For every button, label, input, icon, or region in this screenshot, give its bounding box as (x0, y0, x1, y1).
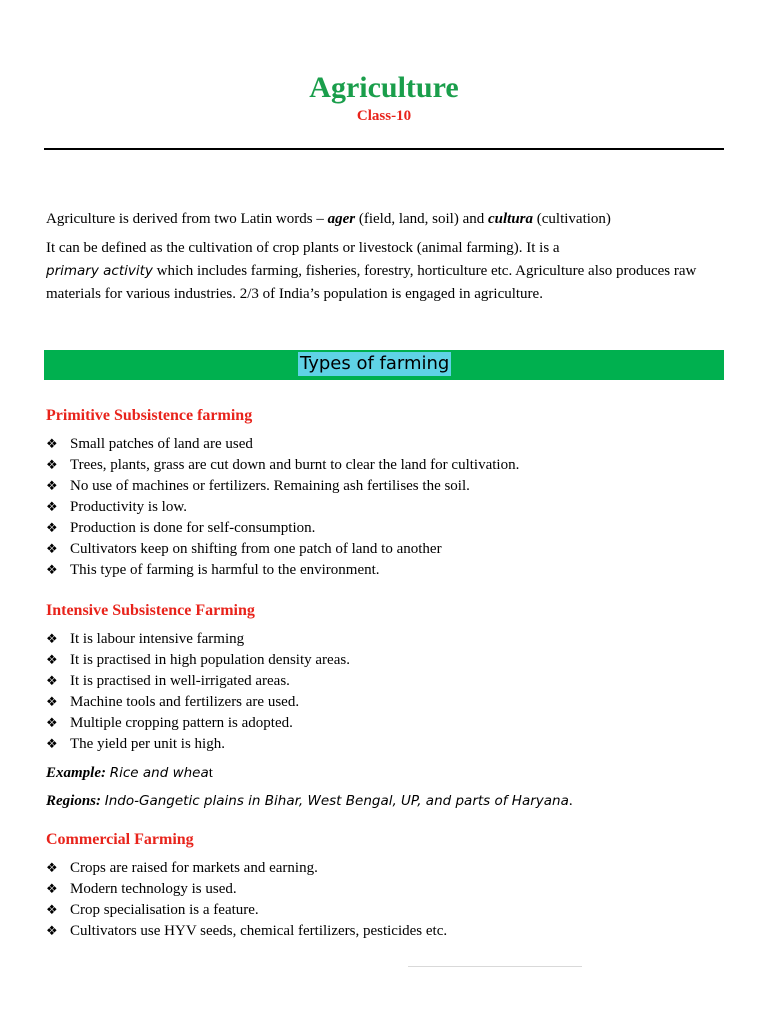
diamond-bullet-icon: ❖ (46, 924, 58, 939)
diamond-bullet-icon: ❖ (46, 674, 58, 689)
page-subtitle: Class-10 (356, 108, 412, 124)
example-value: Rice and whea (109, 765, 209, 781)
diamond-bullet-icon: ❖ (46, 521, 58, 536)
list-item: ❖ Production is done for self-consumption. (46, 518, 736, 539)
example-line (46, 763, 213, 783)
diamond-bullet-icon: ❖ (46, 632, 58, 647)
diamond-bullet-icon: ❖ (46, 903, 58, 918)
diamond-bullet-icon: ❖ (46, 861, 58, 876)
intensive-farming-heading: Intensive Subsistence Farming (46, 602, 255, 619)
intro-p1-term-ager: ager (327, 211, 356, 227)
intro-p1-prefix: Agriculture is derived from two Latin words – (46, 211, 328, 227)
regions-label: Regions: (46, 793, 102, 809)
diamond-bullet-icon: ❖ (46, 653, 58, 668)
list-item: ❖ Cultivators keep on shifting from one patch of land to another (46, 539, 736, 560)
diamond-bullet-icon: ❖ (46, 882, 58, 897)
intro-p2-emphasis: primary activity (46, 263, 153, 279)
intensive-farming-list (46, 629, 736, 755)
regions-value: Indo-Gangetic plains in Bihar, West Bengal, UP, and parts of Haryana (104, 793, 569, 809)
types-of-farming-label: Types of farming (300, 353, 450, 374)
intro-p1-mid: (field, land, soil) and (355, 211, 488, 227)
diamond-bullet-icon: ❖ (46, 542, 58, 557)
title-divider (44, 148, 724, 150)
list-item: ❖ Crops are raised for markets and earning. (46, 858, 736, 879)
list-item: ❖ Modern technology is used. (46, 879, 736, 900)
diamond-bullet-icon: ❖ (46, 737, 58, 752)
list-item: ❖ Multiple cropping pattern is adopted. (46, 713, 736, 734)
list-item: ❖ Trees, plants, grass are cut down and burnt to clear the land for cultivation. (46, 455, 736, 476)
list-item: ❖ Productivity is low. (46, 497, 736, 518)
diamond-bullet-icon: ❖ (46, 716, 58, 731)
commercial-farming-list (46, 858, 736, 942)
list-item: ❖ No use of machines or fertilizers. Remaining ash fertilises the soil. (46, 476, 736, 497)
intro-paragraph-1 (46, 208, 736, 231)
list-item: ❖ The yield per unit is high. (46, 734, 736, 755)
list-item: ❖ Small patches of land are used (46, 434, 736, 455)
diamond-bullet-icon: ❖ (46, 437, 58, 452)
diamond-bullet-icon: ❖ (46, 458, 58, 473)
regions-value-tail: . (568, 793, 573, 809)
primitive-farming-list (46, 434, 736, 581)
list-item: ❖ It is practised in well-irrigated areas. (46, 671, 736, 692)
diamond-bullet-icon: ❖ (46, 479, 58, 494)
primitive-farming-heading: Primitive Subsistence farming (46, 407, 253, 424)
intro-paragraph-2 (46, 237, 736, 306)
intro-p2-prefix: It can be defined as the cultivation of crop plants or livestock (animal farming). It is a (46, 240, 560, 256)
example-label: Example: (46, 765, 106, 781)
list-item: ❖ Machine tools and fertilizers are used. (46, 692, 736, 713)
page-title: Agriculture (309, 71, 459, 104)
diamond-bullet-icon: ❖ (46, 500, 58, 515)
diamond-bullet-icon: ❖ (46, 695, 58, 710)
commercial-farming-heading: Commercial Farming (46, 831, 194, 848)
footer-divider (408, 966, 582, 967)
regions-line (46, 791, 573, 811)
diamond-bullet-icon: ❖ (46, 563, 58, 578)
intro-p1-term-cultura: cultura (488, 211, 534, 227)
intro-p2-suffix: which includes farming, fisheries, forestry, horticulture etc. Agriculture also produces raw materials for various industries. 2/3 of India’s population is engaged in agriculture. (46, 263, 697, 302)
example-value-tail: t (208, 765, 213, 781)
list-item: ❖ It is labour intensive farming (46, 629, 736, 650)
list-item: ❖ This type of farming is harmful to the environment. (46, 560, 736, 581)
list-item: ❖ Cultivators use HYV seeds, chemical fertilizers, pesticides etc. (46, 921, 736, 942)
intro-p1-suffix: (cultivation) (533, 211, 611, 227)
list-item: ❖ It is practised in high population density areas. (46, 650, 736, 671)
list-item: ❖ Crop specialisation is a feature. (46, 900, 736, 921)
types-of-farming-banner (44, 350, 724, 380)
